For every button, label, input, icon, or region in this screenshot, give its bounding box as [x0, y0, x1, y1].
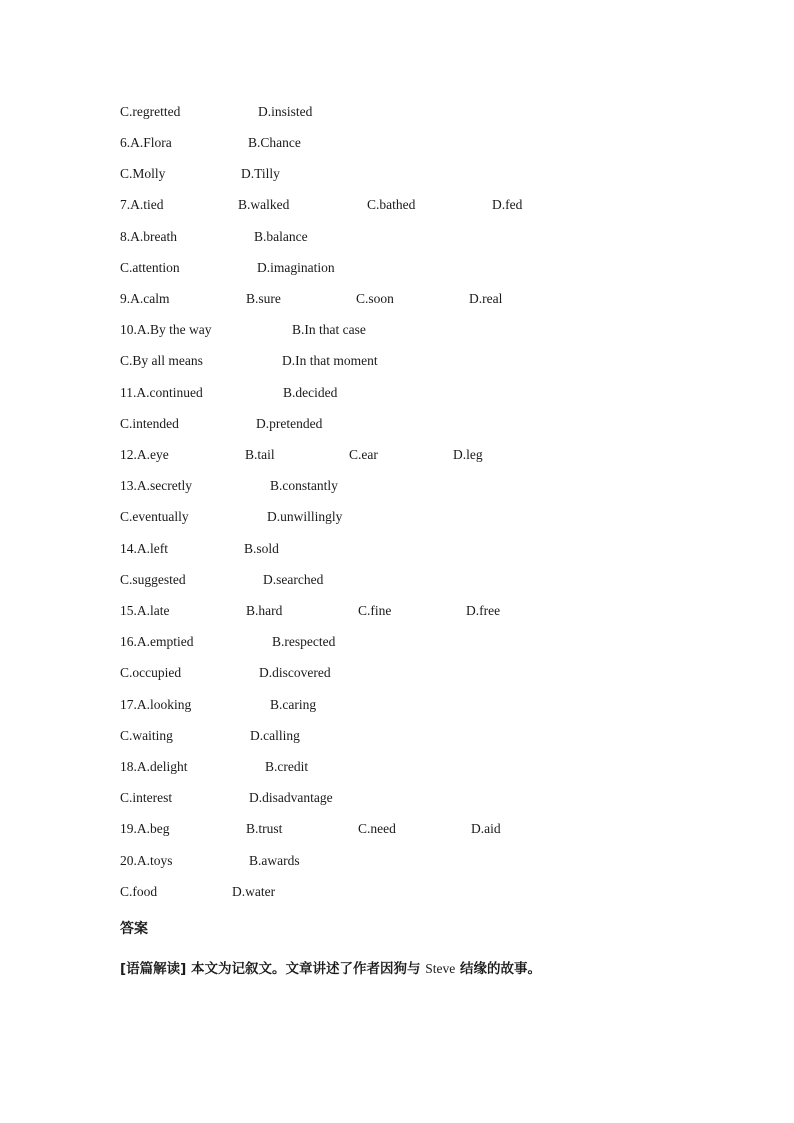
option-item: B.tail — [245, 447, 275, 462]
option-item: C.occupied — [120, 665, 182, 680]
option-item: B.decided — [283, 385, 338, 400]
option-item: B.caring — [270, 697, 317, 712]
option-row — [120, 258, 720, 278]
option-item: 9.A.calm — [120, 291, 170, 306]
option-item: 19.A.beg — [120, 821, 170, 836]
option-item: 12.A.eye — [120, 447, 169, 462]
option-item: C.food — [120, 884, 158, 899]
option-item: 16.A.emptied — [120, 634, 194, 649]
option-item: C.regretted — [120, 104, 181, 119]
option-item: D.free — [466, 603, 501, 618]
option-row — [120, 445, 720, 465]
option-item: B.respected — [272, 634, 336, 649]
option-item: D.In that moment — [282, 353, 378, 368]
option-item: 6.A.Flora — [120, 135, 172, 150]
option-item: C.eventually — [120, 509, 189, 524]
option-row — [120, 351, 720, 371]
option-item: D.leg — [453, 447, 483, 462]
option-item: B.balance — [254, 229, 308, 244]
option-item: D.imagination — [257, 260, 335, 275]
option-item: C.intended — [120, 416, 179, 431]
option-item: C.waiting — [120, 728, 173, 743]
option-item: C.fine — [358, 603, 392, 618]
option-item: B.constantly — [270, 478, 338, 493]
option-row — [120, 227, 720, 247]
option-item: C.ear — [349, 447, 378, 462]
option-row — [120, 695, 720, 715]
option-item: B.credit — [265, 759, 309, 774]
option-item: D.fed — [492, 197, 523, 212]
option-item: D.real — [469, 291, 503, 306]
option-row — [120, 663, 720, 683]
option-row — [120, 882, 720, 902]
option-item: 20.A.toys — [120, 853, 173, 868]
option-row — [120, 383, 720, 403]
option-item: 15.A.late — [120, 603, 170, 618]
option-item: B.Chance — [248, 135, 301, 150]
option-item: D.Tilly — [241, 166, 280, 181]
option-item: D.discovered — [259, 665, 331, 680]
option-item: D.aid — [471, 821, 501, 836]
option-item: B.sold — [244, 541, 279, 556]
option-item: 17.A.looking — [120, 697, 192, 712]
option-row — [120, 539, 720, 559]
option-item: 7.A.tied — [120, 197, 164, 212]
option-item: D.calling — [250, 728, 300, 743]
option-row — [120, 133, 720, 153]
option-row — [120, 507, 720, 527]
option-row — [120, 757, 720, 777]
option-item: C.Molly — [120, 166, 166, 181]
option-item: B.walked — [238, 197, 290, 212]
option-row — [120, 195, 720, 215]
option-item: 10.A.By the way — [120, 322, 212, 337]
option-row — [120, 819, 720, 839]
option-row — [120, 102, 720, 122]
option-item: 11.A.continued — [120, 385, 203, 400]
option-row — [120, 632, 720, 652]
option-item: C.attention — [120, 260, 180, 275]
option-item: D.insisted — [258, 104, 313, 119]
option-row — [120, 476, 720, 496]
passage-analysis — [120, 958, 541, 980]
option-row — [120, 414, 720, 434]
option-item: 8.A.breath — [120, 229, 177, 244]
analysis-text-before: 本文为记叙文。文章讲述了作者因狗与 — [191, 961, 421, 977]
answer-heading: 答案 — [120, 921, 148, 937]
option-item: D.disadvantage — [249, 790, 333, 805]
option-row — [120, 851, 720, 871]
option-item: B.In that case — [292, 322, 366, 337]
option-item: C.By all means — [120, 353, 203, 368]
option-item: D.searched — [263, 572, 324, 587]
analysis-tag: [语篇解读] — [120, 961, 187, 977]
option-row — [120, 570, 720, 590]
option-row — [120, 601, 720, 621]
option-item: B.trust — [246, 821, 283, 836]
option-item: 18.A.delight — [120, 759, 188, 774]
analysis-text-after: 结缘的故事。 — [459, 961, 541, 977]
option-item: C.soon — [356, 291, 394, 306]
option-row — [120, 289, 720, 309]
option-item: D.water — [232, 884, 276, 899]
option-item: B.awards — [249, 853, 300, 868]
option-item: B.hard — [246, 603, 283, 618]
option-item: 13.A.secretly — [120, 478, 192, 493]
option-item: C.bathed — [367, 197, 416, 212]
option-item: 14.A.left — [120, 541, 168, 556]
option-item: C.need — [358, 821, 396, 836]
option-row — [120, 320, 720, 340]
option-item: D.unwillingly — [267, 509, 343, 524]
option-item: B.sure — [246, 291, 281, 306]
option-row — [120, 788, 720, 808]
option-row — [120, 726, 720, 746]
option-item: D.pretended — [256, 416, 323, 431]
analysis-name: Steve — [425, 961, 456, 976]
option-item: C.interest — [120, 790, 173, 805]
option-item: C.suggested — [120, 572, 186, 587]
option-row — [120, 164, 720, 184]
